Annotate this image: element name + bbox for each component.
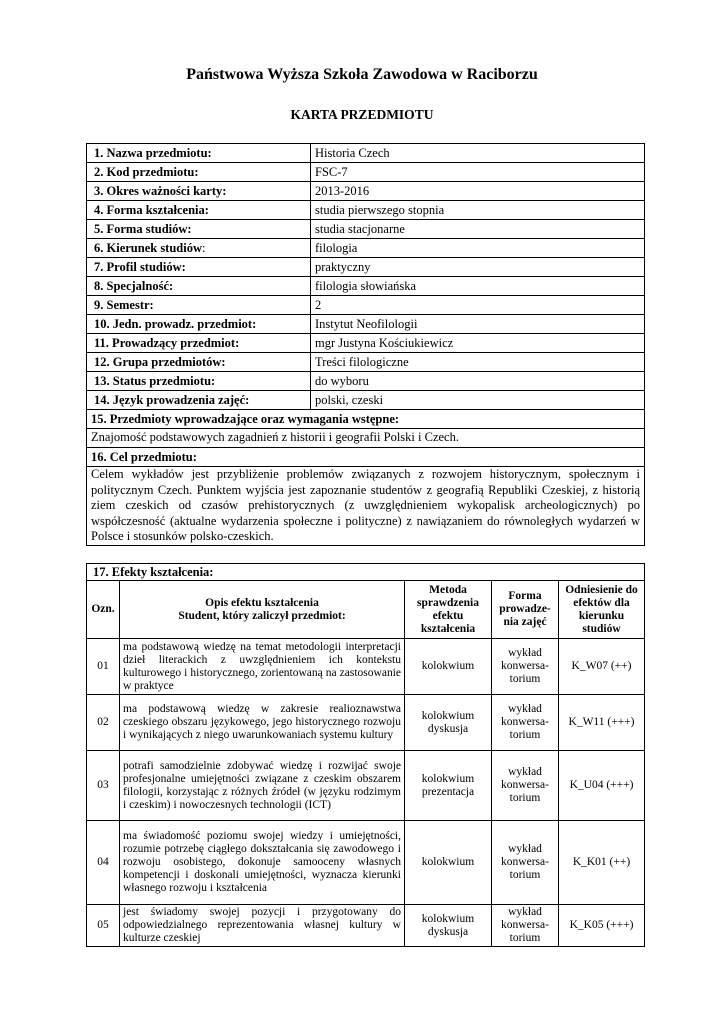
outcome-row bbox=[87, 905, 645, 947]
field-label: 4. Forma kształcenia: bbox=[87, 201, 311, 220]
outcome-form: wykład konwersa-torium bbox=[492, 821, 559, 905]
field-label: 9. Semestr: bbox=[87, 296, 311, 315]
section-17-heading: 17. Efekty kształcenia: bbox=[87, 564, 645, 581]
outcome-method: kolokwium dyskusja bbox=[405, 905, 492, 947]
info-row bbox=[87, 163, 645, 182]
document-title: KARTA PRZEDMIOTU bbox=[290, 107, 434, 122]
field-value: filologia bbox=[311, 239, 645, 258]
field-label: 10. Jedn. prowadz. przedmiot: bbox=[87, 315, 311, 334]
field-label: 5. Forma studiów: bbox=[87, 220, 311, 239]
info-row bbox=[87, 353, 645, 372]
outcome-form: wykład konwersa-torium bbox=[492, 751, 559, 821]
field-value: filologia słowiańska bbox=[311, 277, 645, 296]
learning-outcomes-table bbox=[86, 563, 645, 947]
outcome-code: 03 bbox=[87, 751, 120, 821]
field-label: 8. Specjalność: bbox=[87, 277, 311, 296]
col-ozn-header: Ozn. bbox=[87, 581, 120, 639]
col-form-header: Forma prowadze-nia zajęć bbox=[492, 581, 559, 639]
outcome-form: wykład konwersa-torium bbox=[492, 639, 559, 695]
outcome-description: ma podstawową wiedzę w zakresie realioznawstwa czeskiego obszaru językowego, jego historycznego rozwoju i wynikających z niego uwarunkowaniach systemu kultury bbox=[120, 695, 405, 751]
outcome-method: kolokwium bbox=[405, 639, 492, 695]
field-label: 13. Status przedmiotu: bbox=[87, 372, 311, 391]
field-value: 2013-2016 bbox=[311, 182, 645, 201]
outcome-description: ma podstawową wiedzę na temat metodologii interpretacji dzieł literackich z uwzględnieniem ich kontekstu kulturowego i historycznego, zorientowaną na zastosowanie w praktyce bbox=[120, 639, 405, 695]
outcome-code: 04 bbox=[87, 821, 120, 905]
outcome-description: potrafi samodzielnie zdobywać wiedzę i rozwijać swoje profesjonalne umiejętności związane z czeskim obszarem filologii, korzystając z różnych źródeł (w języku rodzimym i czeskim) i nowoczesnych technologii (ICT) bbox=[120, 751, 405, 821]
field-value: Historia Czech bbox=[311, 144, 645, 163]
field-value: studia pierwszego stopnia bbox=[311, 201, 645, 220]
col-description-header bbox=[120, 581, 405, 639]
outcome-description: jest świadomy swojej pozycji i przygotowany do odpowiedzialnego reprezentowania własnej kultury w kulturze czeskiej bbox=[120, 905, 405, 947]
outcome-row bbox=[87, 639, 645, 695]
outcome-form: wykład konwersa-torium bbox=[492, 905, 559, 947]
outcome-description: ma świadomość poziomu swojej wiedzy i umiejętności, rozumie potrzebę ciągłego dokształcania się zawodowego i rozwoju osobistego, dokonuje samooceny własnych kompetencji i doskonali umiejętności, wyznacza kierunki własnego rozwoju i kształcenia bbox=[120, 821, 405, 905]
section-15-text: Znajomość podstawowych zagadnień z historii i geografii Polski i Czech. bbox=[87, 429, 645, 448]
field-label: 14. Język prowadzenia zajęć: bbox=[87, 391, 311, 410]
col-description-header-line2: Student, który zaliczył przedmiot: bbox=[178, 609, 346, 622]
field-label: 12. Grupa przedmiotów: bbox=[87, 353, 311, 372]
field-value: polski, czeski bbox=[311, 391, 645, 410]
info-row bbox=[87, 334, 645, 353]
field-value: studia stacjonarne bbox=[311, 220, 645, 239]
section-16-heading: 16. Cel przedmiotu: bbox=[87, 448, 645, 467]
field-value: 2 bbox=[311, 296, 645, 315]
field-value: do wyboru bbox=[311, 372, 645, 391]
info-row bbox=[87, 315, 645, 334]
section-15-heading-row bbox=[87, 410, 645, 429]
col-reference-header: Odniesienie do efektów dla kierunku studiów bbox=[559, 581, 645, 639]
school-name: Państwowa Wyższa Szkoła Zawodowa w Raciborzu bbox=[186, 66, 538, 83]
field-value: FSC-7 bbox=[311, 163, 645, 182]
outcome-method: kolokwium prezentacja bbox=[405, 751, 492, 821]
col-description-header-line1: Opis efektu kształcenia bbox=[205, 596, 319, 609]
outcome-code: 01 bbox=[87, 639, 120, 695]
section-16-text: Celem wykładów jest przybliżenie problemów związanych z rozwojem historycznym, społecznym i politycznym Czech. Punktem wyjścia jest zapoznanie studentów z geografią Republiki Czeskiej, z historią ziem czeskich od czasów prehistorycznych (z uwzględnieniem wykopalisk archeologicznych) po współczesność (aktualne wydarzenia społeczne i polityczne) z nawiązaniem do równoległych wydarzeń w Polsce i stosunków polsko-czeskich. bbox=[87, 467, 645, 546]
field-label: 11. Prowadzący przedmiot: bbox=[87, 334, 311, 353]
outcome-reference: K_K05 (+++) bbox=[559, 905, 645, 947]
section-16-heading-row bbox=[87, 448, 645, 467]
field-value: praktyczny bbox=[311, 258, 645, 277]
field-value: Instytut Neofilologii bbox=[311, 315, 645, 334]
info-row bbox=[87, 220, 645, 239]
outcome-reference: K_W11 (+++) bbox=[559, 695, 645, 751]
info-row bbox=[87, 391, 645, 410]
info-row bbox=[87, 258, 645, 277]
field-label bbox=[87, 239, 311, 258]
outcome-method: kolokwium bbox=[405, 821, 492, 905]
section-15-heading: 15. Przedmioty wprowadzające oraz wymagania wstępne: bbox=[87, 410, 645, 429]
course-info-table bbox=[86, 143, 645, 546]
outcome-form: wykład konwersa-torium bbox=[492, 695, 559, 751]
outcome-reference: K_K01 (++) bbox=[559, 821, 645, 905]
outcome-row bbox=[87, 751, 645, 821]
field-label: 1. Nazwa przedmiotu: bbox=[87, 144, 311, 163]
col-method-header: Metoda sprawdzenia efektu kształcenia bbox=[405, 581, 492, 639]
info-row bbox=[87, 239, 645, 258]
field-value: Treści filologiczne bbox=[311, 353, 645, 372]
field-label-suffix: : bbox=[202, 240, 206, 255]
info-row bbox=[87, 201, 645, 220]
field-label: 7. Profil studiów: bbox=[87, 258, 311, 277]
outcomes-header-row bbox=[87, 581, 645, 639]
section-16-text-row bbox=[87, 467, 645, 546]
field-label: 3. Okres ważności karty: bbox=[87, 182, 311, 201]
section-17-heading-row bbox=[87, 564, 645, 581]
outcome-row bbox=[87, 821, 645, 905]
field-value: mgr Justyna Kościukiewicz bbox=[311, 334, 645, 353]
info-row bbox=[87, 277, 645, 296]
info-row bbox=[87, 182, 645, 201]
info-row bbox=[87, 144, 645, 163]
outcome-reference: K_W07 (++) bbox=[559, 639, 645, 695]
outcome-reference: K_U04 (+++) bbox=[559, 751, 645, 821]
section-15-text-row bbox=[87, 429, 645, 448]
info-row bbox=[87, 296, 645, 315]
field-label: 2. Kod przedmiotu: bbox=[87, 163, 311, 182]
outcome-method: kolokwium dyskusja bbox=[405, 695, 492, 751]
info-row bbox=[87, 372, 645, 391]
outcome-row bbox=[87, 695, 645, 751]
outcome-code: 05 bbox=[87, 905, 120, 947]
field-label-text: 6. Kierunek studiów bbox=[94, 240, 203, 255]
outcome-code: 02 bbox=[87, 695, 120, 751]
